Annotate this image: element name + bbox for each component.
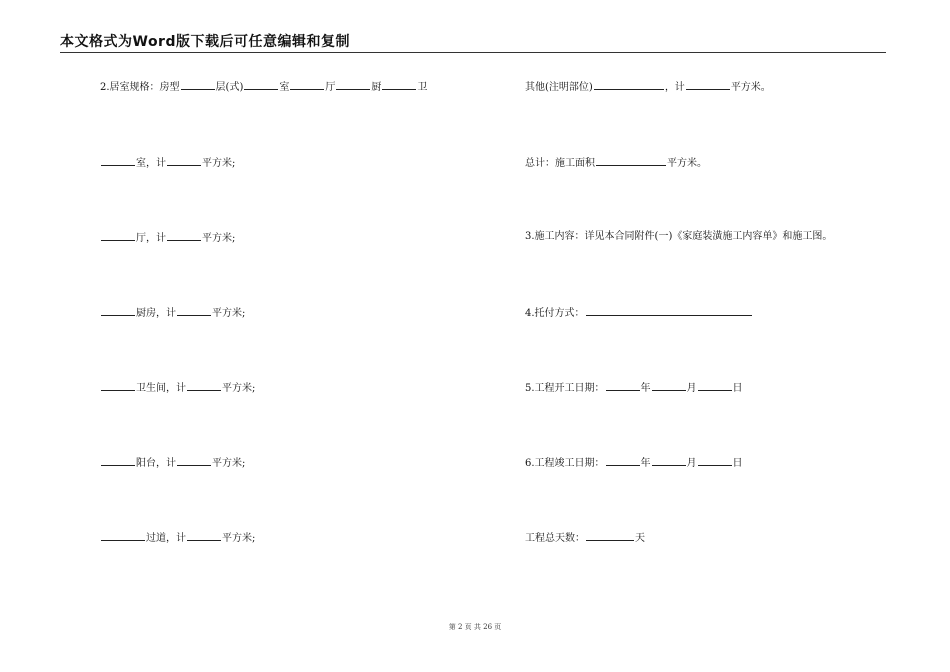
header-divider xyxy=(60,52,886,53)
hallway-area-line xyxy=(100,530,255,546)
day-label: 日 xyxy=(732,383,743,394)
completion-date-line xyxy=(525,455,743,471)
room-label: 室 xyxy=(279,82,290,93)
blank-field[interactable] xyxy=(594,79,664,90)
blank-field[interactable] xyxy=(181,79,215,90)
total-days-line xyxy=(525,530,645,546)
page-header xyxy=(60,33,886,51)
line-label: 厨房，计 xyxy=(136,308,176,319)
blank-field[interactable] xyxy=(586,305,752,316)
page-number: 2 xyxy=(457,623,463,631)
room-area-line xyxy=(100,155,235,171)
blank-field[interactable] xyxy=(187,380,221,391)
footer-text: 页 xyxy=(494,623,502,631)
blank-field[interactable] xyxy=(177,305,211,316)
floor-label: 层(式) xyxy=(215,82,244,93)
blank-field[interactable] xyxy=(686,79,730,90)
blank-field[interactable] xyxy=(101,380,135,391)
header-title: 本文格式为Word版下载后可任意编辑和复制 xyxy=(60,34,350,50)
line-label: 3.施工内容：详见本合同附件(一)《家庭装潢施工内容单》和施工图。 xyxy=(525,231,833,242)
line-label: 5.工程开工日期： xyxy=(525,383,605,394)
blank-field[interactable] xyxy=(652,455,686,466)
blank-field[interactable] xyxy=(652,380,686,391)
line-label: 过道，计 xyxy=(146,533,186,544)
unit-label: 平方米。 xyxy=(730,82,771,93)
blank-field[interactable] xyxy=(596,155,666,166)
blank-field[interactable] xyxy=(101,455,135,466)
month-label: 月 xyxy=(686,458,697,469)
unit-label: 平方米; xyxy=(212,458,246,469)
line-label: 4.托付方式： xyxy=(525,308,585,319)
start-date-line xyxy=(525,380,743,396)
line-label: 阳台，计 xyxy=(136,458,176,469)
blank-field[interactable] xyxy=(167,155,201,166)
blank-field[interactable] xyxy=(698,380,732,391)
blank-field[interactable] xyxy=(167,230,201,241)
unit-label: 平方米。 xyxy=(667,158,707,169)
hall-label: 厅 xyxy=(325,82,336,93)
blank-field[interactable] xyxy=(382,79,416,90)
blank-field[interactable] xyxy=(187,530,221,541)
unit-label: 平方米; xyxy=(222,533,256,544)
blank-field[interactable] xyxy=(101,305,135,316)
line-label: 卫生间，计 xyxy=(136,383,186,394)
room-spec-line xyxy=(100,79,427,95)
total-pages: 26 xyxy=(483,623,493,631)
unit-label: 平方米; xyxy=(212,308,246,319)
blank-field[interactable] xyxy=(290,79,324,90)
unit-label: 平方米; xyxy=(202,233,236,244)
room-spec-label: 2.居室规格：房型 xyxy=(100,82,180,93)
unit-label: 天 xyxy=(635,533,645,544)
bathroom-area-line xyxy=(100,380,255,396)
total-area-line xyxy=(525,155,707,171)
bath-label: 卫 xyxy=(417,82,428,93)
footer-text: 第 xyxy=(448,623,456,631)
kitchen-area-line xyxy=(100,305,245,321)
blank-field[interactable] xyxy=(101,155,135,166)
year-label: 年 xyxy=(640,383,651,394)
page-footer xyxy=(0,622,950,632)
unit-label: 平方米; xyxy=(202,158,236,169)
day-label: 日 xyxy=(732,458,743,469)
unit-label: 平方米; xyxy=(222,383,256,394)
line-label: 厅，计 xyxy=(136,233,166,244)
blank-field[interactable] xyxy=(177,455,211,466)
month-label: 月 xyxy=(686,383,697,394)
line-label: 工程总天数： xyxy=(525,533,585,544)
blank-field[interactable] xyxy=(586,530,634,541)
line-label: 室，计 xyxy=(136,158,166,169)
entrust-method-line xyxy=(525,305,753,321)
blank-field[interactable] xyxy=(606,455,640,466)
blank-field[interactable] xyxy=(606,380,640,391)
line-label: ，计 xyxy=(664,82,685,93)
line-label: 总计：施工面积 xyxy=(525,158,595,169)
footer-text: 页 共 xyxy=(464,623,481,631)
kitchen-label: 厨 xyxy=(371,82,382,93)
other-area-line xyxy=(525,79,771,95)
hall-area-line xyxy=(100,230,235,246)
balcony-area-line xyxy=(100,455,245,471)
blank-field[interactable] xyxy=(101,230,135,241)
line-label: 其他(注明部位) xyxy=(525,82,593,93)
blank-field[interactable] xyxy=(244,79,278,90)
blank-field[interactable] xyxy=(336,79,370,90)
blank-field[interactable] xyxy=(698,455,732,466)
blank-field[interactable] xyxy=(101,530,145,541)
line-label: 6.工程竣工日期： xyxy=(525,458,605,469)
year-label: 年 xyxy=(640,458,651,469)
construction-content-line xyxy=(525,230,832,244)
